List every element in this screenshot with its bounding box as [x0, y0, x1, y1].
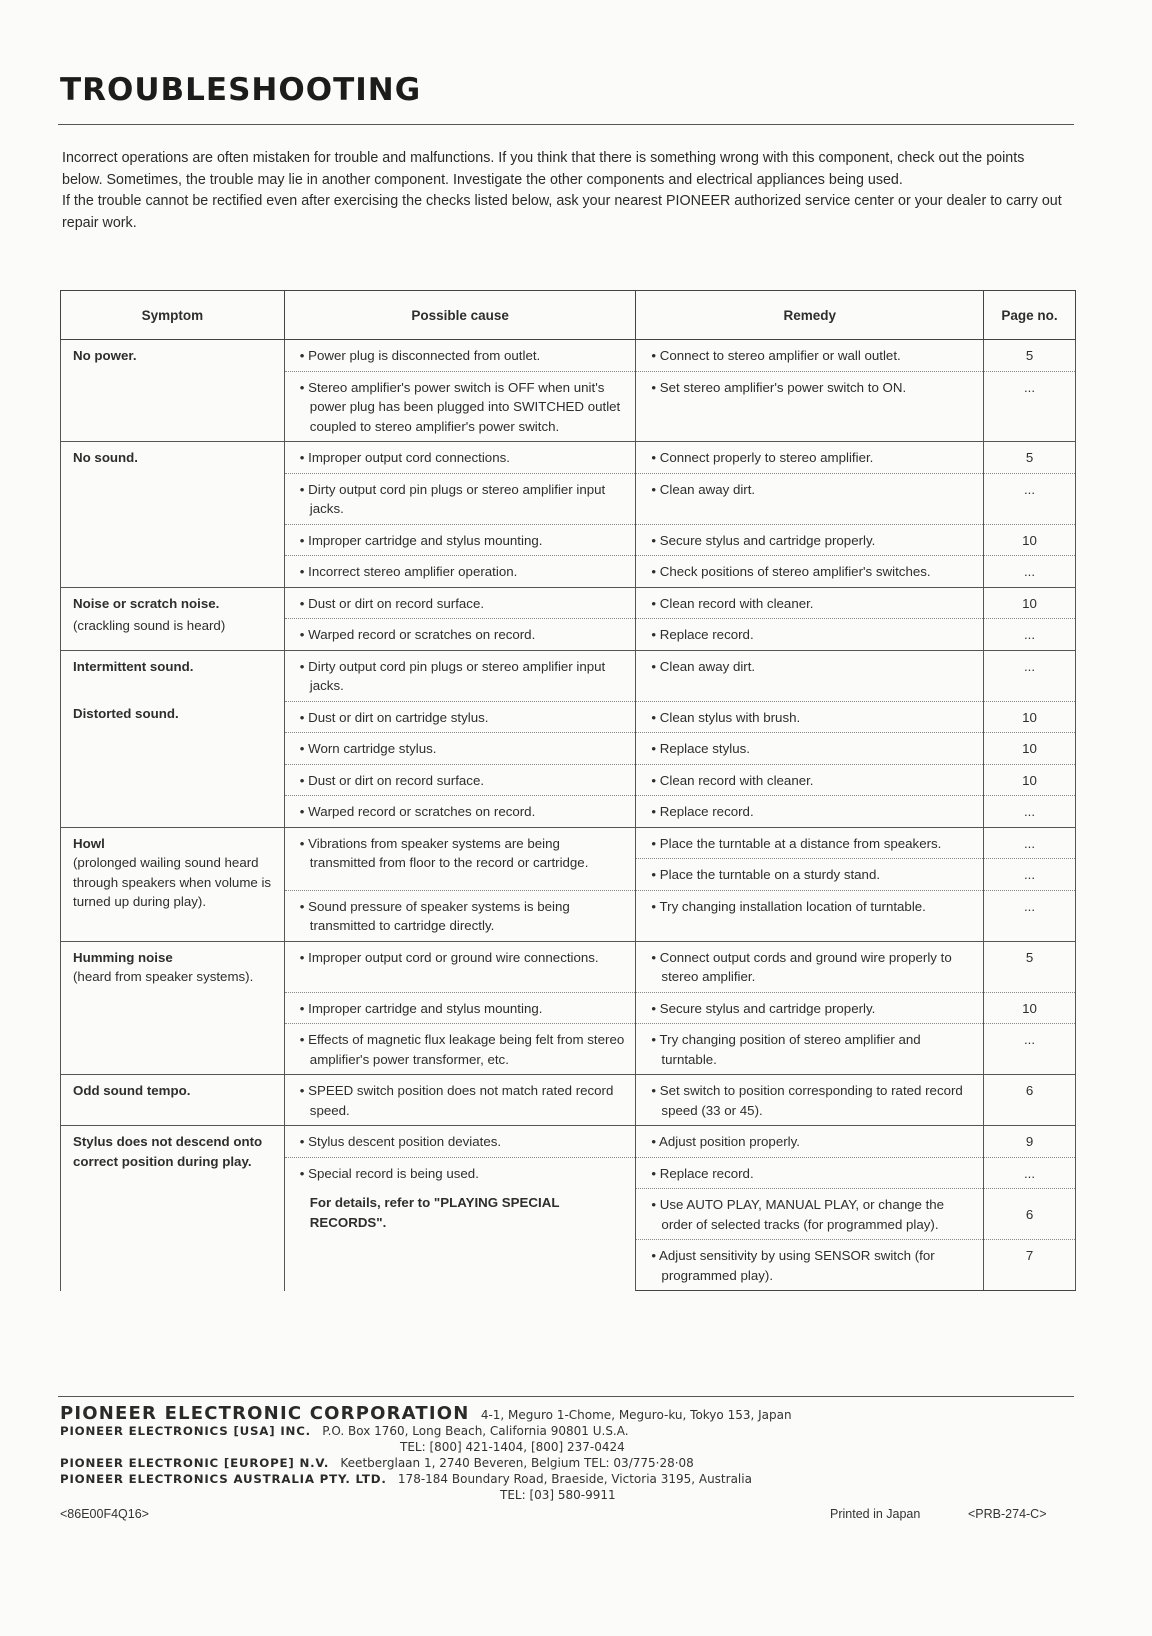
table-row [61, 1126, 1076, 1158]
cause-cell: • Warped record or scratches on record. [284, 796, 636, 828]
cause-cell: • Improper cartridge and stylus mounting. [284, 992, 636, 1024]
page-cell: 5 [984, 442, 1076, 474]
remedy-cell: • Adjust sensitivity by using SENSOR switch (for programmed play). [636, 1240, 984, 1291]
usa-address: P.O. Box 1760, Long Beach, California 90801 U.S.A. [322, 1424, 629, 1438]
corporation-name: PIONEER ELECTRONIC CORPORATION [60, 1403, 470, 1424]
cause-cell: • Worn cartridge stylus. [284, 733, 636, 765]
remedy-cell: • Try changing position of stereo amplifier and turntable. [636, 1024, 984, 1075]
page-cell: 6 [984, 1189, 1076, 1240]
symptom-detail: (crackling sound is heard) [73, 618, 226, 633]
symptom-label-2: Distorted sound. [73, 706, 179, 721]
remedy-cell: • Connect properly to stereo amplifier. [636, 442, 984, 474]
page-cell: ... [984, 1024, 1076, 1075]
symptom-label: Noise or scratch noise. [73, 595, 220, 611]
cause-note: For details, refer to "PLAYING SPECIAL RECORDS". [309, 1195, 560, 1230]
page-cell: 10 [984, 701, 1076, 733]
australia-company-name: PIONEER ELECTRONICS AUSTRALIA PTY. LTD. [60, 1472, 387, 1486]
table-row [61, 650, 1076, 701]
corporation-address: 4-1, Meguro 1-Chome, Meguro-ku, Tokyo 153, Japan [480, 1408, 792, 1422]
footer-rule [58, 1396, 1074, 1397]
page-cell: 6 [984, 1075, 1076, 1126]
remedy-cell: • Clean record with cleaner. [636, 764, 984, 796]
footer-row-australia [60, 1471, 1060, 1487]
remedy-cell: • Check positions of stereo amplifier's switches. [636, 556, 984, 588]
footer-row-main [60, 1403, 1060, 1424]
remedy-cell: • Try changing installation location of turntable. [636, 890, 984, 941]
page-cell: 10 [984, 587, 1076, 619]
remedy-cell: • Replace stylus. [636, 733, 984, 765]
symptom-cell [61, 442, 285, 588]
page-cell: ... [984, 859, 1076, 891]
footer-row-usa [60, 1423, 1060, 1439]
footer-row-australia-tel [60, 1487, 1060, 1503]
page-cell: 10 [984, 764, 1076, 796]
page-cell: ... [984, 796, 1076, 828]
printed-in: Printed in Japan [830, 1507, 921, 1521]
footer [60, 1403, 1060, 1503]
page-cell: ... [984, 1157, 1076, 1189]
page-cell: ... [984, 556, 1076, 588]
table-row [61, 1075, 1076, 1126]
symptom-detail: (prolonged wailing sound heard through speakers when volume is turned up during play). [73, 855, 272, 909]
table-row [61, 827, 1076, 859]
remedy-cell: • Connect to stereo amplifier or wall outlet. [636, 340, 984, 372]
page-cell: ... [984, 890, 1076, 941]
cause-cell: • Dirty output cord pin plugs or stereo amplifier input jacks. [284, 650, 636, 701]
symptom-label: Howl [73, 835, 105, 851]
remedy-cell: • Set switch to position corresponding to rated record speed (33 or 45). [636, 1075, 984, 1126]
remedy-cell: • Replace record. [636, 796, 984, 828]
table-row [61, 941, 1076, 992]
cause-cell: • Warped record or scratches on record. [284, 619, 636, 651]
header-page-no: Page no. [984, 291, 1076, 340]
header-symptom: Symptom [61, 291, 285, 340]
usa-company-name: PIONEER ELECTRONICS [USA] INC. [60, 1424, 311, 1438]
remedy-cell: • Clean away dirt. [636, 650, 984, 701]
symptom-label: Odd sound tempo. [73, 1083, 191, 1098]
symptom-cell [61, 1126, 285, 1291]
remedy-cell: • Adjust position properly. [636, 1126, 984, 1158]
header-possible-cause: Possible cause [284, 291, 636, 340]
table-row [61, 340, 1076, 372]
cause-cell: • Stereo amplifier's power switch is OFF when unit's power plug has been plugged into SWITCHED outlet coupled to stereo amplifier's power switch. [284, 371, 636, 442]
cause-cell: • Vibrations from speaker systems are being transmitted from floor to the record or cartridge. [284, 827, 636, 890]
cause-cell: • Incorrect stereo amplifier operation. [284, 556, 636, 588]
table-row [61, 587, 1076, 619]
remedy-cell: • Clean record with cleaner. [636, 587, 984, 619]
page-cell: 5 [984, 941, 1076, 992]
cause-cell: • Dust or dirt on cartridge stylus. [284, 701, 636, 733]
document-code: <86E00F4Q16> [60, 1507, 149, 1521]
symptom-label: Stylus does not descend onto correct position during play. [73, 1134, 263, 1169]
cause-cell: • Power plug is disconnected from outlet. [284, 340, 636, 372]
header-remedy: Remedy [636, 291, 984, 340]
troubleshooting-table [60, 290, 1076, 1291]
symptom-cell [61, 587, 285, 650]
symptom-detail: (heard from speaker systems). [73, 969, 254, 984]
intro-paragraph-1: Incorrect operations are often mistaken for trouble and malfunctions. If you think that there is something wrong with this component, check out the points below. Sometimes, the trouble may lie in another component. Investigate the other components and electrical appliances being used. [62, 150, 1025, 188]
table-header-row [61, 291, 1076, 340]
cause-cell: • Effects of magnetic flux leakage being felt from stereo amplifier's power transformer, etc. [284, 1024, 636, 1075]
cause-cell: • SPEED switch position does not match rated record speed. [284, 1075, 636, 1126]
page-cell: ... [984, 619, 1076, 651]
remedy-cell: • Connect output cords and ground wire properly to stereo amplifier. [636, 941, 984, 992]
symptom-label: Humming noise [73, 949, 173, 965]
cause-cell: • Dust or dirt on record surface. [284, 587, 636, 619]
remedy-cell: • Place the turntable on a sturdy stand. [636, 859, 984, 891]
cause-cell: • Improper output cord or ground wire connections. [284, 941, 636, 992]
symptom-cell [61, 650, 285, 827]
cause-cell: • Stylus descent position deviates. [284, 1126, 636, 1158]
symptom-label: No sound. [73, 450, 138, 465]
page-cell: 10 [984, 524, 1076, 556]
usa-telephone: TEL: [800] 421-1404, [800] 237-0424 [400, 1440, 625, 1454]
europe-address: Keetberglaan 1, 2740 Beveren, Belgium TEL: 03/775·28·08 [340, 1456, 694, 1470]
remedy-cell: • Place the turntable at a distance from speakers. [636, 827, 984, 859]
australia-telephone: TEL: [03] 580-9911 [500, 1488, 616, 1502]
cause-cell: • Dust or dirt on record surface. [284, 764, 636, 796]
remedy-cell: • Replace record. [636, 619, 984, 651]
page-cell: ... [984, 650, 1076, 701]
symptom-cell [61, 340, 285, 442]
symptom-cell [61, 941, 285, 1075]
table-row [61, 442, 1076, 474]
page-title: TROUBLESHOOTING [60, 72, 422, 108]
remedy-cell: • Clean away dirt. [636, 473, 984, 524]
page-cell: 10 [984, 992, 1076, 1024]
cause-cell: • Improper cartridge and stylus mounting. [284, 524, 636, 556]
australia-address: 178-184 Boundary Road, Braeside, Victoria 3195, Australia [397, 1472, 752, 1486]
symptom-label: Intermittent sound. [73, 658, 194, 674]
symptom-cell [61, 1075, 285, 1126]
page-cell: ... [984, 827, 1076, 859]
remedy-cell: • Set stereo amplifier's power switch to ON. [636, 371, 984, 442]
remedy-cell: • Secure stylus and cartridge properly. [636, 524, 984, 556]
page-cell: ... [984, 473, 1076, 524]
page-cell: 10 [984, 733, 1076, 765]
europe-company-name: PIONEER ELECTRONIC [EUROPE] N.V. [60, 1456, 330, 1470]
symptom-label: No power. [73, 348, 137, 363]
title-rule [58, 124, 1074, 125]
cause-cell: • Dirty output cord pin plugs or stereo amplifier input jacks. [284, 473, 636, 524]
cause-cell: • Improper output cord connections. [284, 442, 636, 474]
page-cell: 9 [984, 1126, 1076, 1158]
part-number: <PRB-274-C> [968, 1507, 1047, 1521]
remedy-cell: • Secure stylus and cartridge properly. [636, 992, 984, 1024]
cause-cell: • Sound pressure of speaker systems is being transmitted to cartridge directly. [284, 890, 636, 941]
remedy-cell: • Use AUTO PLAY, MANUAL PLAY, or change the order of selected tracks (for programmed play). [636, 1189, 984, 1240]
symptom-cell [61, 827, 285, 941]
remedy-cell: • Clean stylus with brush. [636, 701, 984, 733]
remedy-cell: • Replace record. [636, 1157, 984, 1189]
page-cell: 5 [984, 340, 1076, 372]
footer-row-europe [60, 1455, 1060, 1471]
cause-cell: • Special record is being used. For details, refer to "PLAYING SPECIAL RECORDS". [284, 1157, 636, 1291]
page-cell: ... [984, 371, 1076, 442]
page-cell: 7 [984, 1240, 1076, 1291]
footer-row-usa-tel [60, 1439, 1060, 1455]
intro-paragraph-2: If the trouble cannot be rectified even after exercising the checks listed below, ask your nearest PIONEER authorized service center or your dealer to carry out repair work. [62, 193, 1062, 231]
intro-text [62, 148, 1062, 234]
